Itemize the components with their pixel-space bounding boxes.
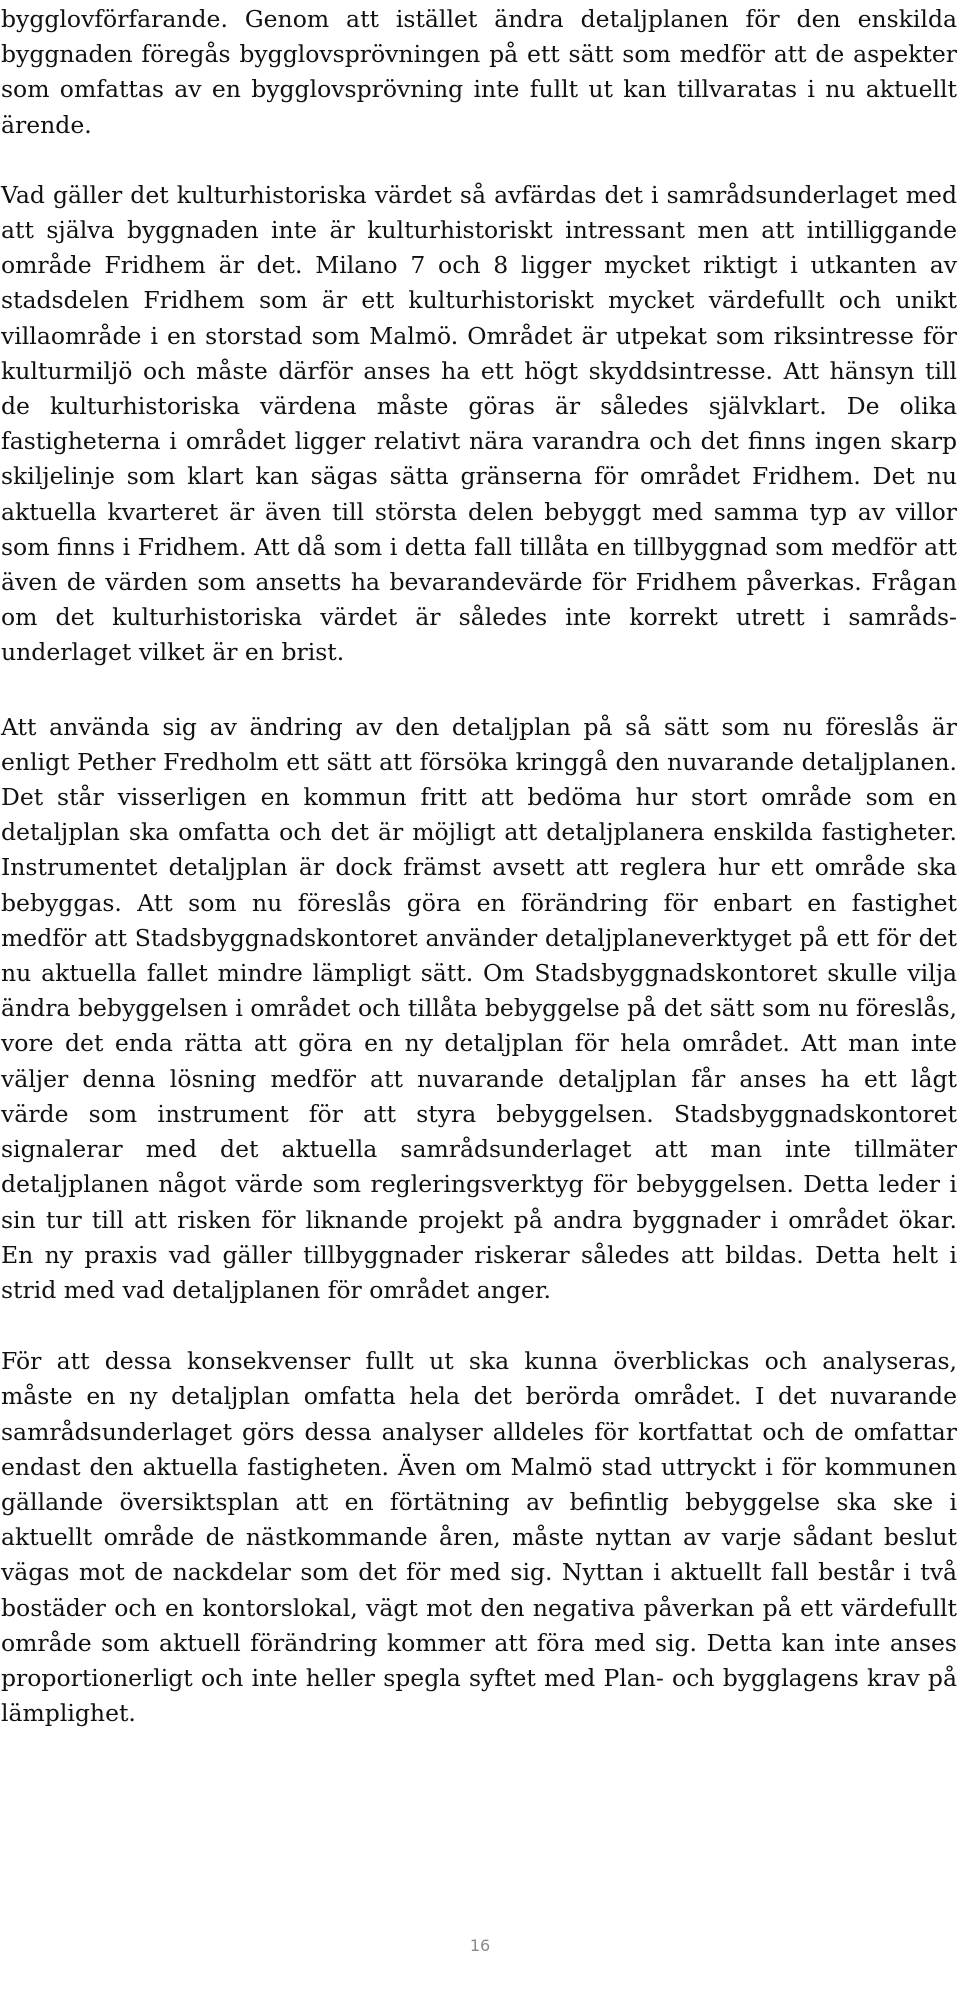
paragraph-2: Vad gäller det kulturhistoriska värdet så avfärdas det i samrådsunderlaget med att själva byggnaden inte är kulturhistoriskt intressant men att intilliggande område Fridhem är det. Milano 7 och 8 ligger mycket riktigt i utkanten av stadsdelen Fridhem som är ett kulturhistoriskt mycket värdefullt och unikt villaområde i en storstad som Malmö. Området är utpekat som riksintresse för kulturmiljö och måste därför anses ha ett högt skyddsintresse. Att hänsyn till de kulturhistoriska värdena måste göras är således självklart. De olika fastigheterna i området ligger relativt nära varandra och det finns ingen skarp skiljelinje som klart kan sägas sätta gränserna för området Fridhem. Det nu aktuella kvarteret är även till största delen bebyggt med samma typ av villor som finns i Fridhem. Att då som i detta fall tillåta en tillbyggnad som medför att även de värden som ansetts ha bevarandevärde för Fridhem påverkas. Frågan om det kulturhistoriska värdet är således inte korrekt utrett i samrådsunderlaget vilket är en brist. <box>1 180 957 667</box>
paragraph-3: Att använda sig av ändring av den detaljplan på så sätt som nu föreslås är enligt Pether Fredholm ett sätt att försöka kringgå den nuvarande detaljplanen. Det står visserligen en kommun fritt att bedöma hur stort område som en detaljplan ska omfatta och det är möjligt att detaljplanera enskilda fastigheter. Instrumentet detaljplan är dock främst avsett att reglera hur ett område ska bebyggas. Att som nu föreslås göra en förändring för enbart en fastighet medför att Stadsbyggnadskontoret använder detaljplaneverktyget på ett för det nu aktuella fallet mindre lämpligt sätt. Om Stadsbyggnadskontoret skulle vilja ändra bebyggelsen i området och tillåta bebyggelse på det sätt som nu föreslås, vore det enda rätta att göra en ny detaljplan för hela området. Att man inte väljer denna lösning medför att nuvarande detaljplan får anses ha ett lågt värde som instrument för att styra bebyggelsen. Stadsbyggnadskontoret signalerar med det aktuella samrådsunderlaget att man inte tillmäter detaljplanen något värde som regleringsverktyg för bebyggelsen. Detta leder i sin tur till att risken för liknande projekt på andra byggnader i området ökar. En ny praxis vad gäller tillbyggnader riskerar således att bildas. Detta helt i strid med vad detaljplanen för området anger. <box>1 712 957 1304</box>
paragraph-1: bygglovförfarande. Genom att istället ändra detaljplanen för den enskilda byggnaden föregås bygglovsprövningen på ett sätt som medför att de aspekter som omfattas av en bygglovsprövning inte fullt ut kan tillvaratas i nu aktuellt ärende. <box>1 5 957 139</box>
page-number: 16 <box>469 1936 491 1955</box>
paragraph-4: För att dessa konsekvenser fullt ut ska kunna överblickas och analyseras, måste en ny detaljplan omfatta hela det berörda området. I det nuvarande samrådsunderlaget görs dessa analyser alldeles för kortfattat och de omfattar endast den aktuella fastigheten. Även om Malmö stad uttryckt i för kommunen gällande översiktsplan att en förtätning av befintlig bebyggelse ska ske i aktuellt område de nästkommande åren, måste nyttan av varje sådant beslut vägas mot de nackdelar som det för med sig. Nyttan i aktuellt fall består i två bostäder och en kontorslokal, vägt mot den negativa påverkan på ett värdefullt område som aktuell förändring kommer att föra med sig. Detta kan inte anses proportionerligt och inte heller spegla syftet med Plan- och bygglagens krav på lämplighet. <box>1 1347 957 1728</box>
